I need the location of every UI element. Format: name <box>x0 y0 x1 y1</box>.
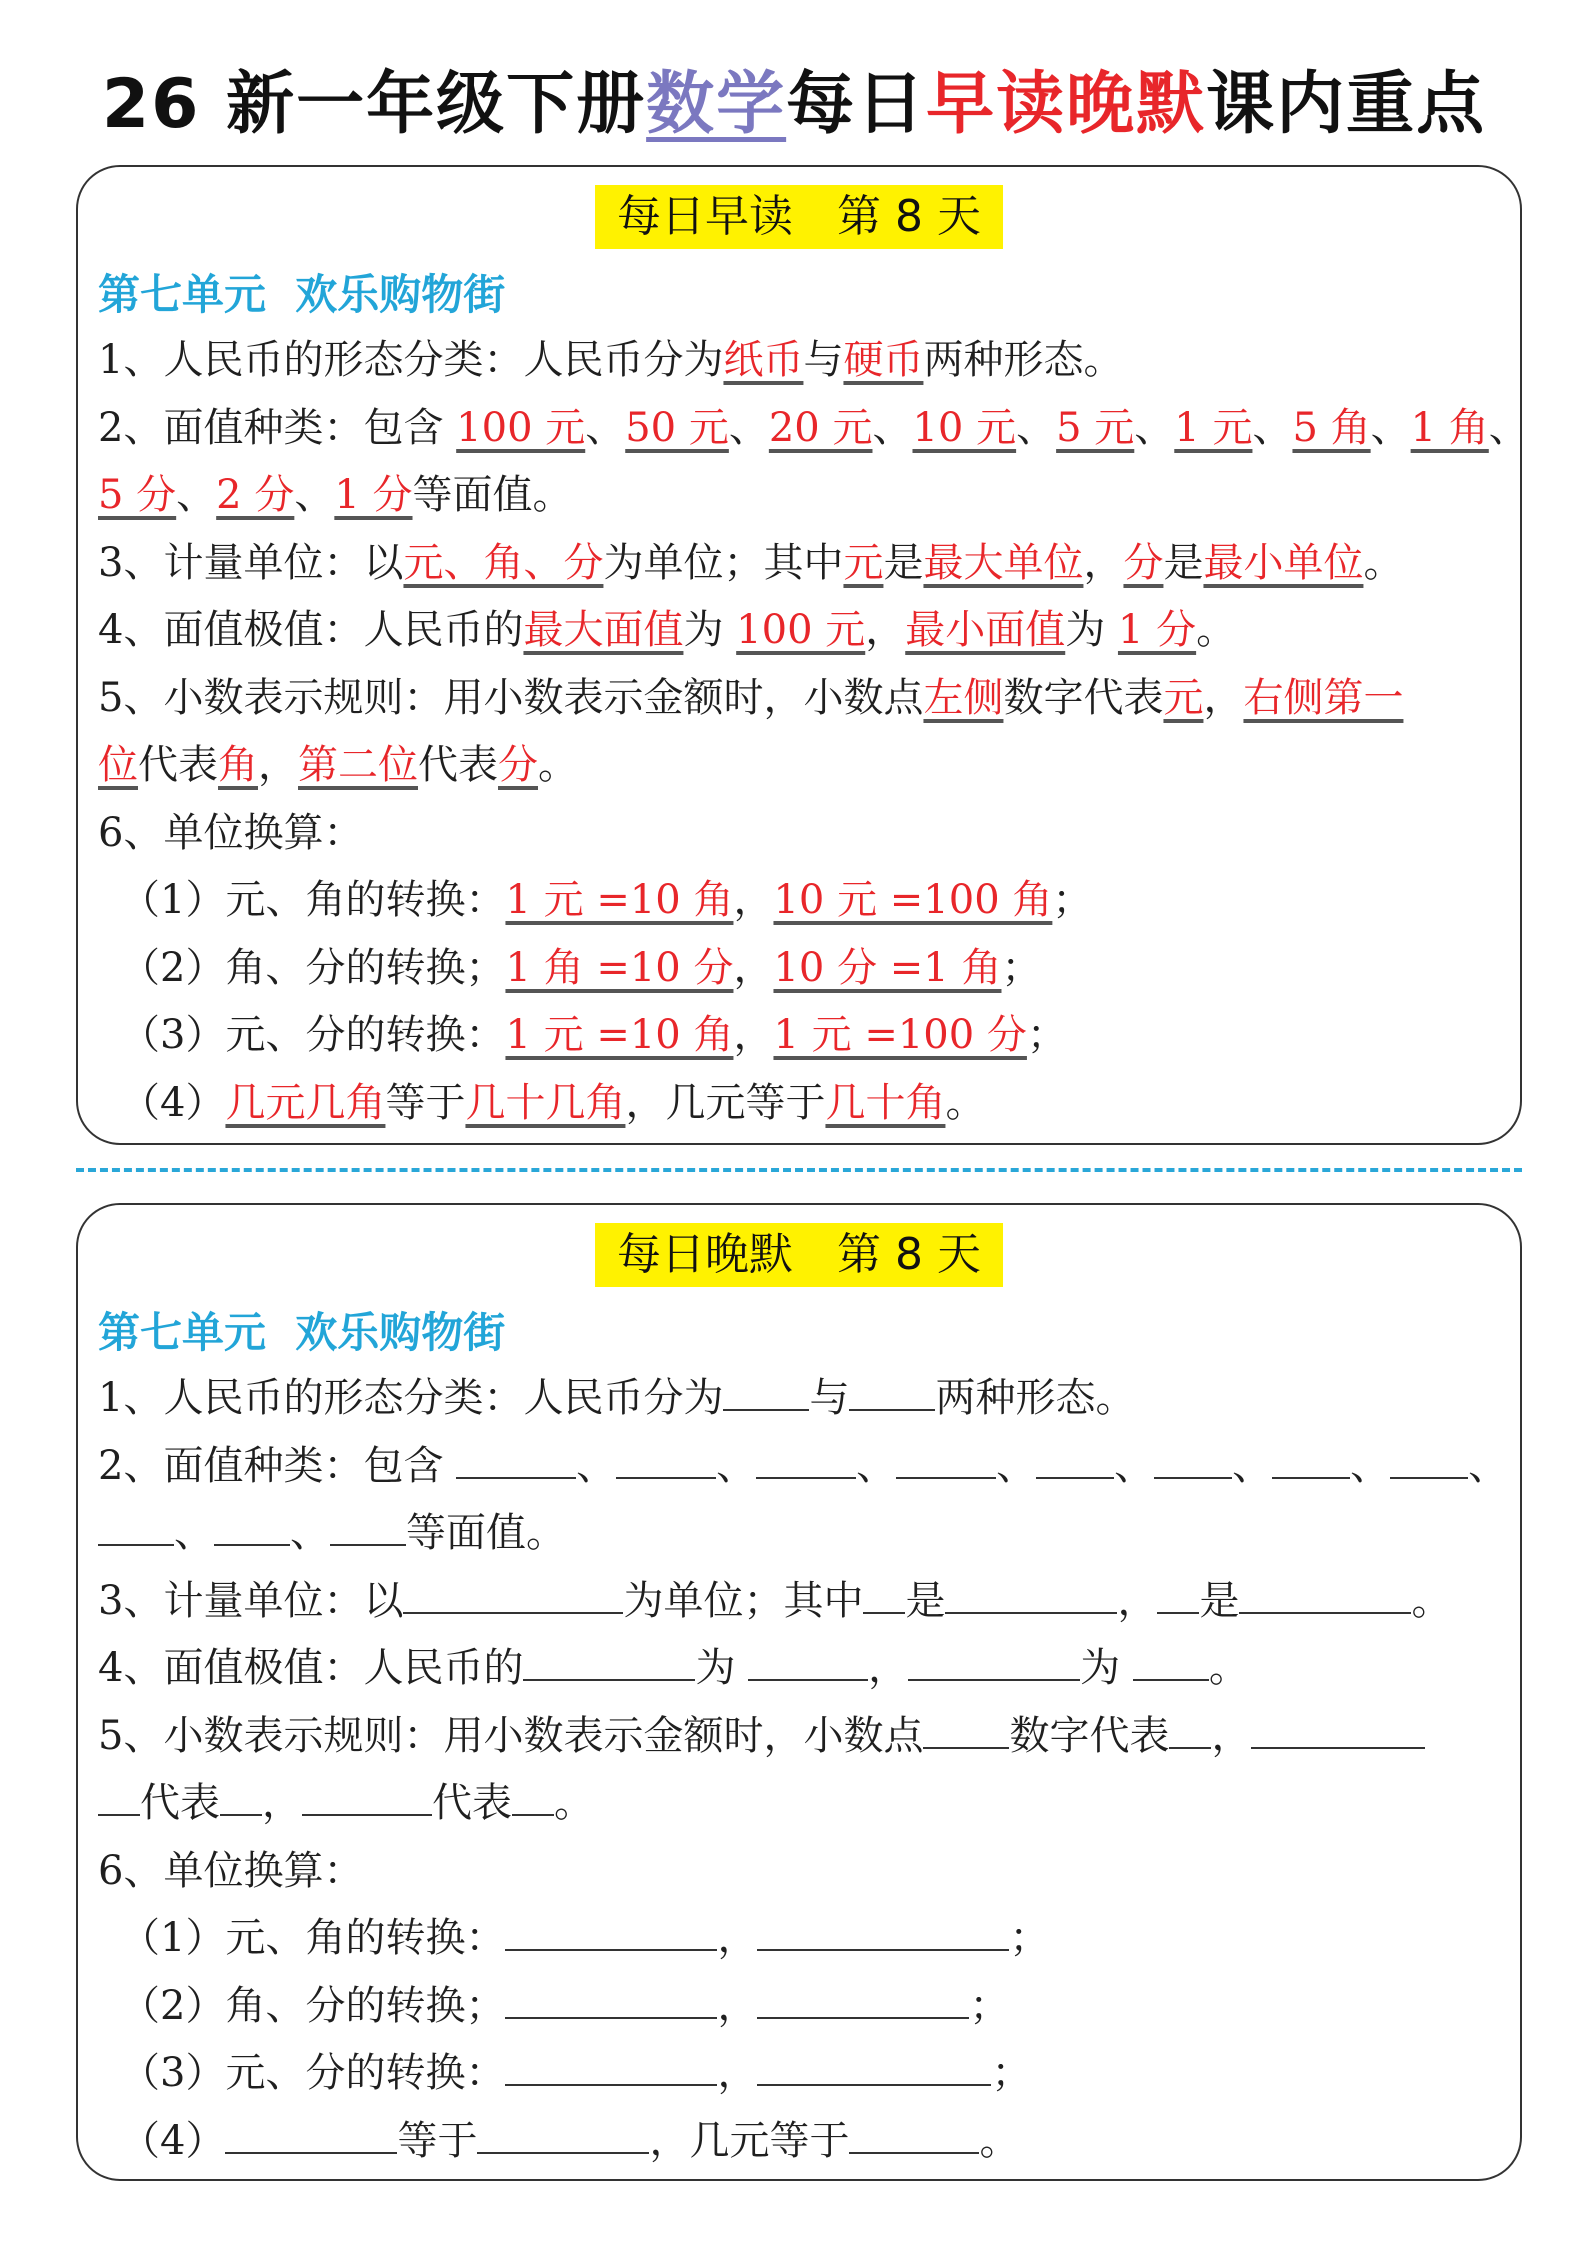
evening-line-8: 6、单位换算： <box>98 1847 364 1894</box>
answer: 100 元 <box>456 404 586 451</box>
sep: 、 <box>1114 1442 1155 1489</box>
blank <box>723 1369 809 1411</box>
answer: 1 元 =10 角 <box>505 877 734 923</box>
sep: 、 <box>1488 404 1529 451</box>
text: ； <box>1001 944 1042 991</box>
blank <box>863 1572 905 1614</box>
blank <box>616 1437 716 1479</box>
blank <box>1251 1707 1425 1749</box>
text: ， <box>258 742 298 788</box>
answer: 1 元 =10 角 <box>505 1012 734 1058</box>
text: 4、面值极值：人民币的 <box>98 1645 524 1691</box>
text: ，几元等于 <box>649 2117 850 2164</box>
blank <box>220 1774 262 1816</box>
blank <box>330 1504 406 1546</box>
text: 代表 <box>138 742 218 788</box>
answer: 1 元 =100 分 <box>773 1012 1027 1058</box>
text: ， <box>733 877 774 923</box>
blank <box>225 2112 397 2154</box>
text: 等面值。 <box>406 1510 566 1556</box>
title-mid: 每日 <box>786 65 927 144</box>
blank <box>456 1437 576 1479</box>
text: 为 <box>683 607 737 653</box>
morning-line-4 <box>98 530 1498 598</box>
sep: 、 <box>1232 1442 1273 1489</box>
text: 1、人民币的形态分类：人民币分为 <box>98 337 724 383</box>
text: ， <box>1211 1712 1252 1759</box>
answer: 最大单位 <box>923 539 1084 586</box>
text: 等于 <box>385 1079 466 1126</box>
blank <box>849 1369 935 1411</box>
text: （2）角、分的转换； <box>120 1982 506 2029</box>
text: ， <box>868 1645 909 1691</box>
text: 。 <box>538 742 578 788</box>
morning-line-2 <box>98 395 1529 463</box>
evening-line-6 <box>98 1703 1498 1771</box>
blank <box>849 2112 979 2154</box>
morning-conversion-3 <box>98 1002 1498 1070</box>
answer: 纸币 <box>723 337 804 383</box>
answer: 1 分 <box>334 472 413 518</box>
text: 代表 <box>432 1780 512 1826</box>
morning-line-6 <box>98 665 1498 733</box>
sep: 、 <box>996 1442 1037 1489</box>
text: 。 <box>554 1780 594 1826</box>
evening-conversion-3 <box>98 2040 1498 2108</box>
answer: 1 角 =10 分 <box>505 944 734 991</box>
morning-line-1 <box>98 327 1498 395</box>
text: 是 <box>1199 1577 1240 1624</box>
sep: 、 <box>576 1442 617 1489</box>
morning-unit-heading: 第七单元 欢乐购物街 <box>98 270 506 319</box>
text: 2、面值种类：包含 <box>98 404 457 451</box>
answer: 5 元 <box>1056 404 1135 451</box>
text: （3）元、分的转换： <box>120 1012 506 1058</box>
blank <box>1154 1437 1232 1479</box>
text: 与 <box>803 337 844 383</box>
sep: 、 <box>176 472 217 518</box>
text: 为单位；其中 <box>603 539 844 586</box>
text: ， <box>1117 1577 1158 1624</box>
blank <box>1272 1437 1350 1479</box>
text: （4） <box>120 1079 226 1126</box>
blank <box>1169 1707 1211 1749</box>
blank <box>505 2044 717 2086</box>
answer: 20 元 <box>768 404 873 451</box>
text: 数字代表 <box>1009 1712 1170 1759</box>
answer: 位 <box>98 742 138 788</box>
blank <box>757 1977 969 2019</box>
text: 代表 <box>418 742 498 788</box>
text: （3）元、分的转换： <box>120 2050 506 2096</box>
text: 3、计量单位：以 <box>98 539 404 586</box>
morning-line-5 <box>98 597 1498 665</box>
text: （1）元、角的转换： <box>120 877 506 923</box>
text: 5、小数表示规则：用小数表示金额时，小数点 <box>98 1712 924 1759</box>
text: 是 <box>905 1577 946 1624</box>
blank <box>945 1572 1117 1614</box>
answer: 硬币 <box>843 337 924 383</box>
text: ， <box>733 1012 774 1058</box>
blank <box>1036 1437 1114 1479</box>
sep: 、 <box>1350 1442 1391 1489</box>
answer: 左侧 <box>923 674 1004 721</box>
text: 2、面值种类：包含 <box>98 1442 457 1489</box>
morning-lines <box>98 327 1529 1137</box>
text: 5、小数表示规则：用小数表示金额时，小数点 <box>98 674 924 721</box>
text: ； <box>1026 1012 1067 1058</box>
answer: 最大面值 <box>523 607 684 653</box>
answer: 最小单位 <box>1203 539 1364 586</box>
text: ； <box>991 2050 1032 2096</box>
answer: 2 分 <box>216 472 295 518</box>
text: 为 <box>695 1645 749 1691</box>
morning-line-7 <box>98 732 1498 800</box>
answer: 几十几角 <box>465 1079 626 1126</box>
answer: 几元几角 <box>225 1079 386 1126</box>
evening-line-7 <box>98 1770 1498 1838</box>
sep: 、 <box>856 1442 897 1489</box>
answer: 100 元 <box>736 607 866 653</box>
sep: 、 <box>728 404 769 451</box>
answer: 最小面值 <box>905 607 1066 653</box>
evening-unit-heading: 第七单元 欢乐购物街 <box>98 1308 506 1357</box>
blank <box>908 1639 1080 1681</box>
sep: 、 <box>290 1510 330 1556</box>
answer: 分 <box>1123 539 1164 586</box>
answer: 1 角 <box>1410 404 1489 451</box>
evening-line-2 <box>98 1433 1509 1501</box>
answer: 1 分 <box>1117 607 1197 653</box>
evening-line-4 <box>98 1568 1498 1636</box>
morning-conversion-4 <box>98 1070 1498 1138</box>
morning-conversion-1 <box>98 867 1498 935</box>
blank <box>923 1707 1009 1749</box>
evening-dictation-panel <box>76 1203 1522 2181</box>
answer: 第二位 <box>298 742 418 788</box>
text: 是 <box>1163 539 1204 586</box>
sep: 、 <box>872 404 913 451</box>
morning-badge: 每日早读 第 8 天 <box>595 185 1003 249</box>
text: 为 <box>1080 1645 1133 1691</box>
page-title <box>0 60 1588 150</box>
text: 。 <box>979 2117 1020 2164</box>
answer: 角 <box>218 742 258 788</box>
text: 。 <box>1363 539 1404 586</box>
sep: 、 <box>1134 404 1175 451</box>
text: ； <box>969 1982 1010 2029</box>
text: 。 <box>945 1079 986 1126</box>
title-suffix: 课内重点 <box>1206 65 1487 144</box>
blank <box>1157 1572 1199 1614</box>
title-subject: 数学 <box>646 65 787 144</box>
text: 为单位；其中 <box>623 1577 864 1624</box>
sep: 、 <box>585 404 626 451</box>
blank <box>403 1572 623 1614</box>
answer: 几十角 <box>825 1079 946 1126</box>
text: ； <box>1052 877 1093 923</box>
sep: 、 <box>294 472 335 518</box>
evening-conversion-2 <box>98 1973 1498 2041</box>
blank <box>523 1639 695 1681</box>
text: 3、计量单位：以 <box>98 1577 404 1624</box>
answer: 5 分 <box>98 472 177 518</box>
text: 代表 <box>140 1780 220 1826</box>
evening-line-1 <box>98 1365 1498 1433</box>
answer: 10 元 =100 角 <box>773 877 1053 923</box>
blank <box>1390 1437 1468 1479</box>
morning-conversion-2 <box>98 935 1498 1003</box>
text: 4、面值极值：人民币的 <box>98 607 524 653</box>
sep: 、 <box>174 1510 214 1556</box>
text: 两种形态。 <box>935 1375 1136 1421</box>
blank <box>98 1504 174 1546</box>
blank <box>505 1909 717 1951</box>
text: ， <box>717 1982 758 2029</box>
text: 。 <box>1208 1645 1249 1691</box>
text: 1、人民币的形态分类：人民币分为 <box>98 1375 724 1421</box>
text: 。 <box>1196 607 1237 653</box>
answer: 1 元 <box>1174 404 1253 451</box>
blank <box>505 1977 717 2019</box>
blank <box>757 2044 991 2086</box>
blank <box>896 1437 996 1479</box>
text: ， <box>865 607 906 653</box>
sep: 、 <box>716 1442 757 1489</box>
title-prefix: 26 新一年级下册 <box>101 65 647 144</box>
title-highlight: 早读晚默 <box>926 65 1207 144</box>
text: 等于 <box>397 2117 478 2164</box>
evening-line-5 <box>98 1635 1498 1703</box>
evening-badge: 每日晚默 第 8 天 <box>595 1223 1003 1287</box>
text: ； <box>1009 1915 1050 1961</box>
blank <box>1133 1639 1209 1681</box>
answer: 右侧第一 <box>1243 674 1404 721</box>
text: 与 <box>809 1375 850 1421</box>
text: ， <box>717 1915 758 1961</box>
text: 数字代表 <box>1003 674 1164 721</box>
sep: 、 <box>1370 404 1411 451</box>
sep: 、 <box>1468 1442 1509 1489</box>
blank <box>748 1639 868 1681</box>
answer: 50 元 <box>625 404 729 451</box>
answer: 10 分 =1 角 <box>773 944 1002 991</box>
text: ， <box>1203 674 1244 721</box>
text: 等面值。 <box>412 472 573 518</box>
morning-line-8: 6、单位换算： <box>98 809 364 856</box>
text: （2）角、分的转换； <box>120 944 506 991</box>
blank <box>757 1909 1009 1951</box>
text: ， <box>262 1780 302 1826</box>
text: ， <box>733 944 774 991</box>
evening-lines <box>98 1365 1509 2175</box>
answer: 元 <box>1163 674 1204 721</box>
evening-conversion-4 <box>98 2108 1498 2176</box>
text: （1）元、角的转换： <box>120 1915 506 1961</box>
evening-conversion-1 <box>98 1905 1498 1973</box>
blank <box>477 2112 649 2154</box>
morning-line-3 <box>98 462 1498 530</box>
blank <box>756 1437 856 1479</box>
answer: 元 <box>843 539 884 586</box>
dashed-separator <box>76 1168 1522 1172</box>
blank <box>214 1504 290 1546</box>
evening-line-3 <box>98 1500 1498 1568</box>
blank <box>512 1774 554 1816</box>
blank <box>98 1774 140 1816</box>
text: 是 <box>883 539 924 586</box>
answer: 分 <box>498 742 538 788</box>
answer: 10 元 <box>912 404 1017 451</box>
sep: 、 <box>1016 404 1057 451</box>
text: 两种形态。 <box>923 337 1124 383</box>
morning-reading-panel <box>76 165 1529 1145</box>
blank <box>302 1774 432 1816</box>
text: ， <box>1083 539 1124 586</box>
answer: 元、角、分 <box>403 539 604 586</box>
sep: 、 <box>1252 404 1293 451</box>
text: （4） <box>120 2117 226 2164</box>
text: 为 <box>1065 607 1118 653</box>
blank <box>1239 1572 1411 1614</box>
text: 。 <box>1411 1577 1452 1624</box>
text: ，几元等于 <box>625 1079 826 1126</box>
text: ， <box>717 2050 758 2096</box>
answer: 5 角 <box>1292 404 1371 451</box>
